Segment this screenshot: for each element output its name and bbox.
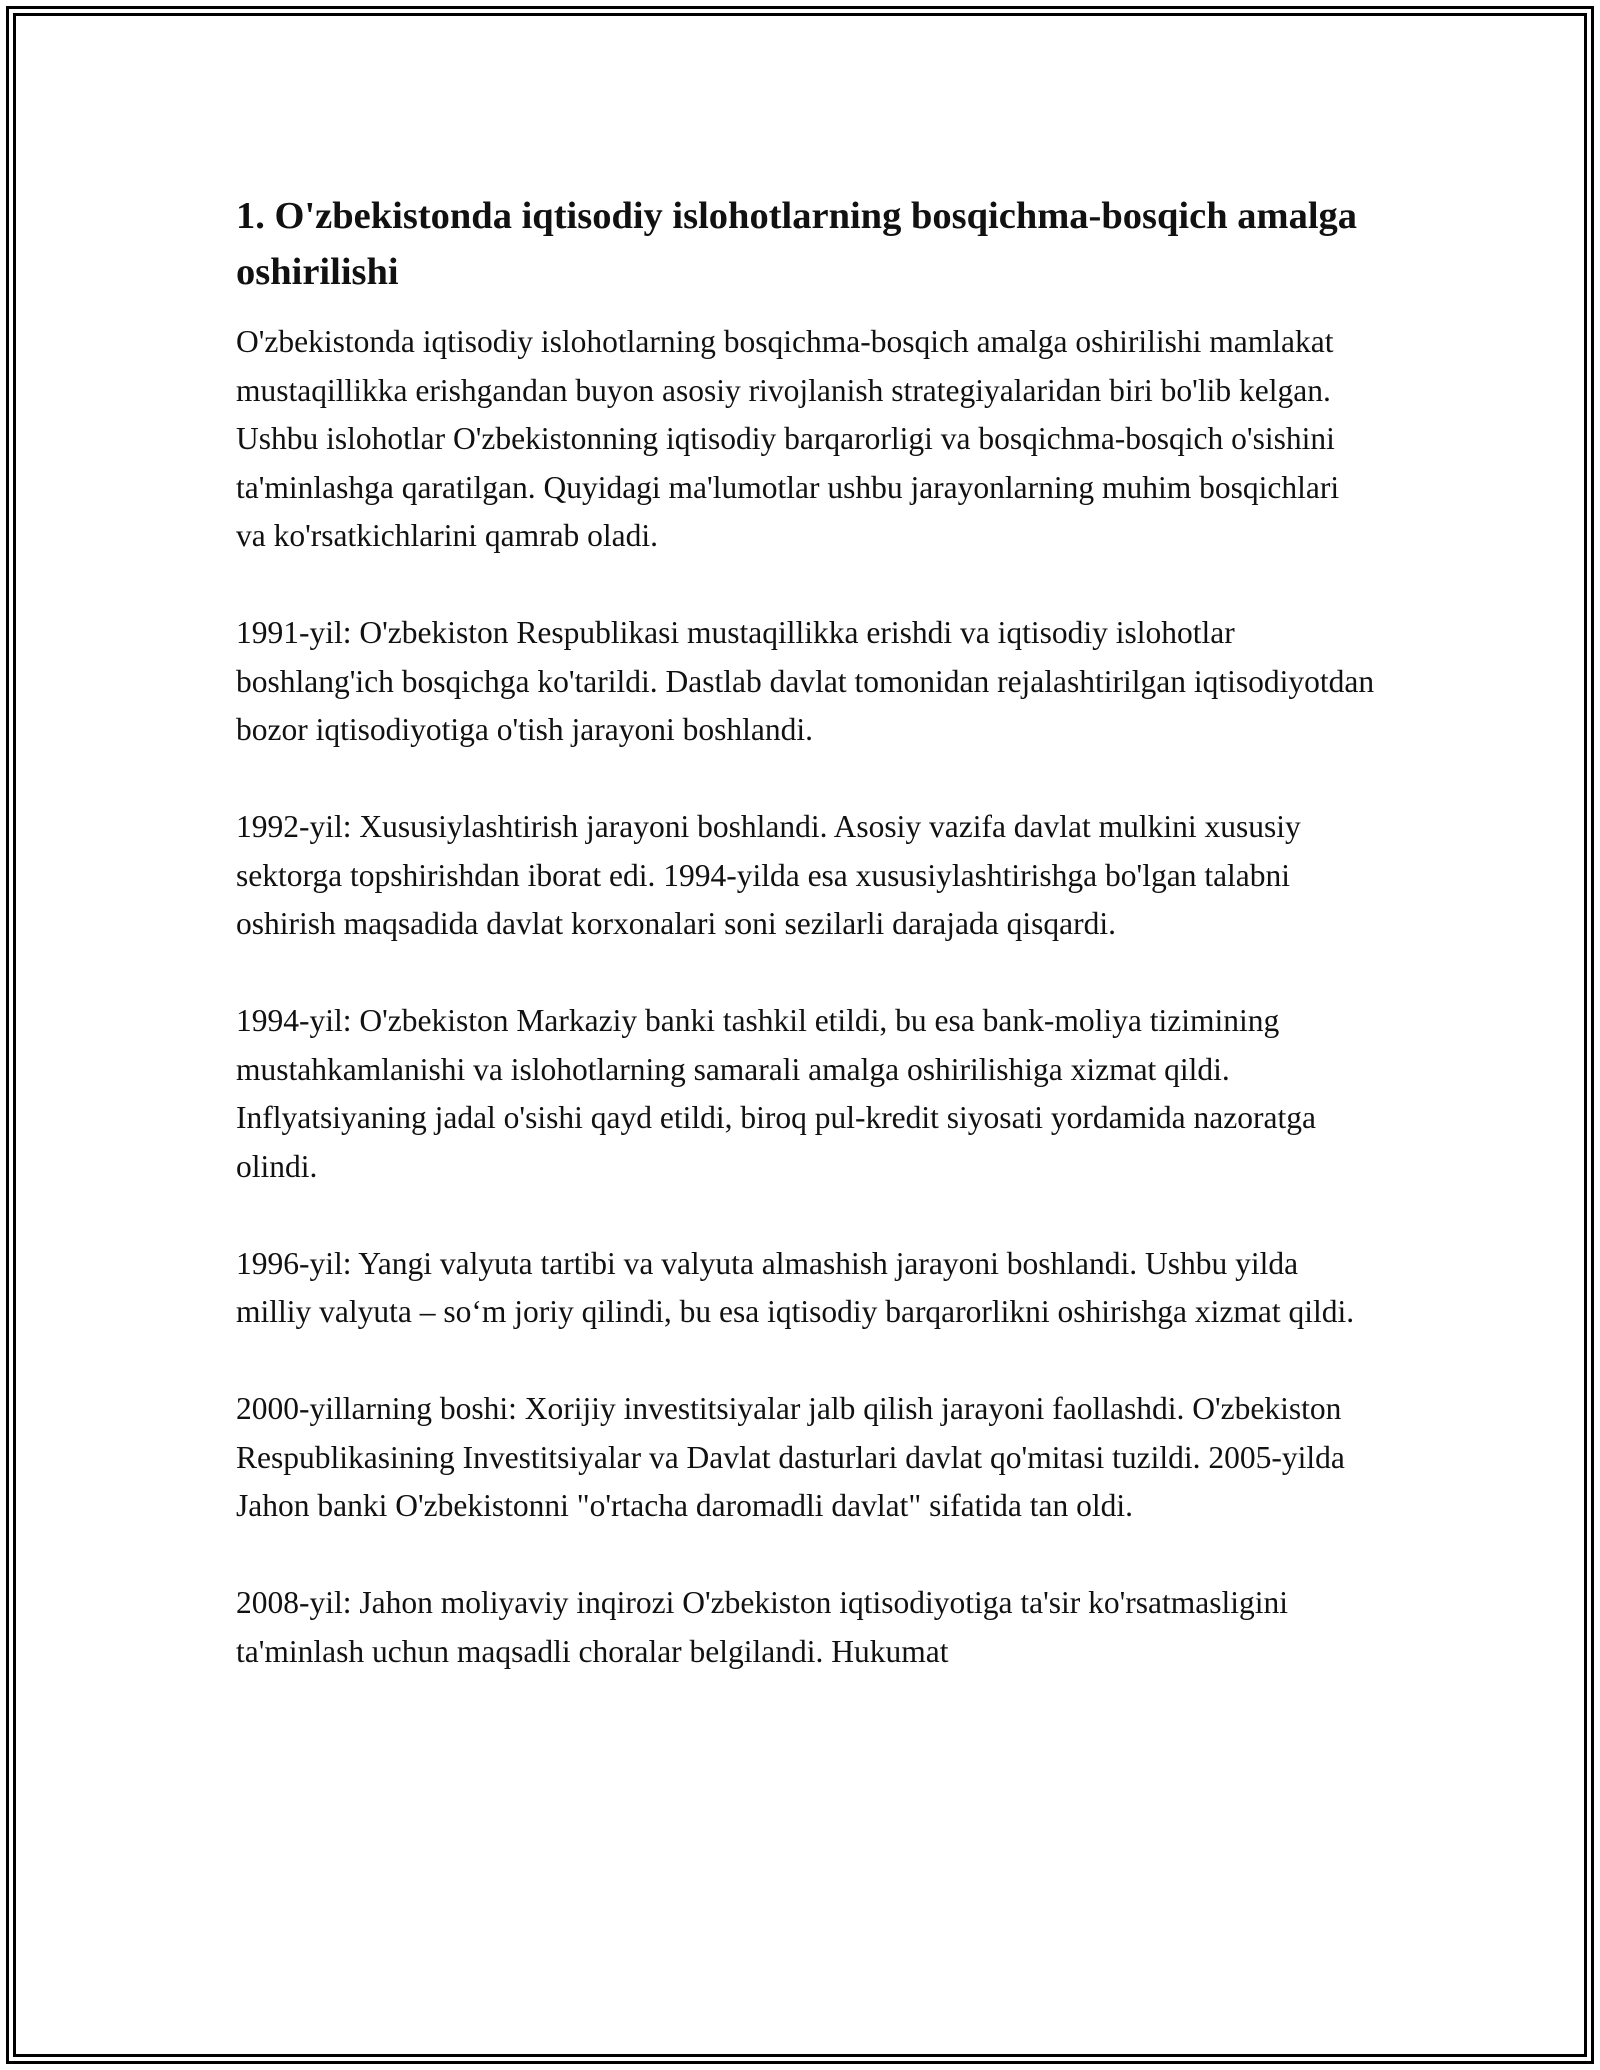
paragraph-1994: 1994-yil: O'zbekiston Markaziy banki tashkil etildi, bu esa bank-moliya tizimining mustahkamlanishi va islohotlarning samarali amalga oshirilishiga xizmat qildi. Inflyatsiyaning jadal o'sishi qayd etildi, biroq pul-kredit siyosati yordamida nazoratga olindi. <box>236 1003 1316 1184</box>
paragraph-1996: 1996-yil: Yangi valyuta tartibi va valyuta almashish jarayoni boshlandi. Ushbu yilda milliy valyuta – so‘m joriy qilindi, bu esa iqtisodiy barqarorlikni oshirishga xizmat qildi. <box>236 1245 1355 1329</box>
paragraph-2008: 2008-yil: Jahon moliyaviy inqirozi O'zbekiston iqtisodiyotiga ta'sir ko'rsatmasligini ta'minlash uchun maqsadli choralar belgilandi. Hukumat <box>236 1585 1289 1669</box>
paragraph-1992: 1992-yil: Xususiylashtirish jarayoni boshlandi. Asosiy vazifa davlat mulkini xususiy sektorga topshirishdan iborat edi. 1994-yilda esa xususiylashtirishga bo'lgan talabni oshirish maqsadida davlat korxonalari soni sezilarli darajada qisqardi. <box>236 809 1301 941</box>
paragraph-1991: 1991-yil: O'zbekiston Respublikasi mustaqillikka erishdi va iqtisodiy islohotlar boshlang'ich bosqichga ko'tarildi. Dastlab davlat tomonidan rejalashtirilgan iqtisodiyotdan bozor iqtisodiyotiga o'tish jarayoni boshlandi. <box>236 615 1375 747</box>
paragraph-2000s: 2000-yillarning boshi: Xorijiy investitsiyalar jalb qilish jarayoni faollashdi. O'zbekiston Respublikasining Investitsiyalar va Davlat dasturlari davlat qo'mitasi tuzildi. 2005-yilda Jahon banki O'zbekistonni "o'rtacha daromadli davlat" sifatida tan oldi. <box>236 1391 1345 1523</box>
intro-paragraph: O'zbekistonda iqtisodiy islohotlarning bosqichma-bosqich amalga oshirilishi mamlakat mustaqillikka erishgandan buyon asosiy rivojlanish strategiyalaridan biri bo'lib kelgan. Ushbu islohotlar O'zbekistonning iqtisodiy barqarorligi va bosqichma-bosqich o'sishini ta'minlashga qaratilgan. Quyidagi ma'lumotlar ushbu jarayonlarning muhim bosqichlari va ko'rsatkichlarini qamrab oladi. <box>236 324 1340 553</box>
page-title: 1. O'zbekistonda iqtisodiy islohotlarning bosqichma-bosqich amalga oshirilishi <box>236 195 1358 293</box>
document-body <box>236 188 1376 1725</box>
